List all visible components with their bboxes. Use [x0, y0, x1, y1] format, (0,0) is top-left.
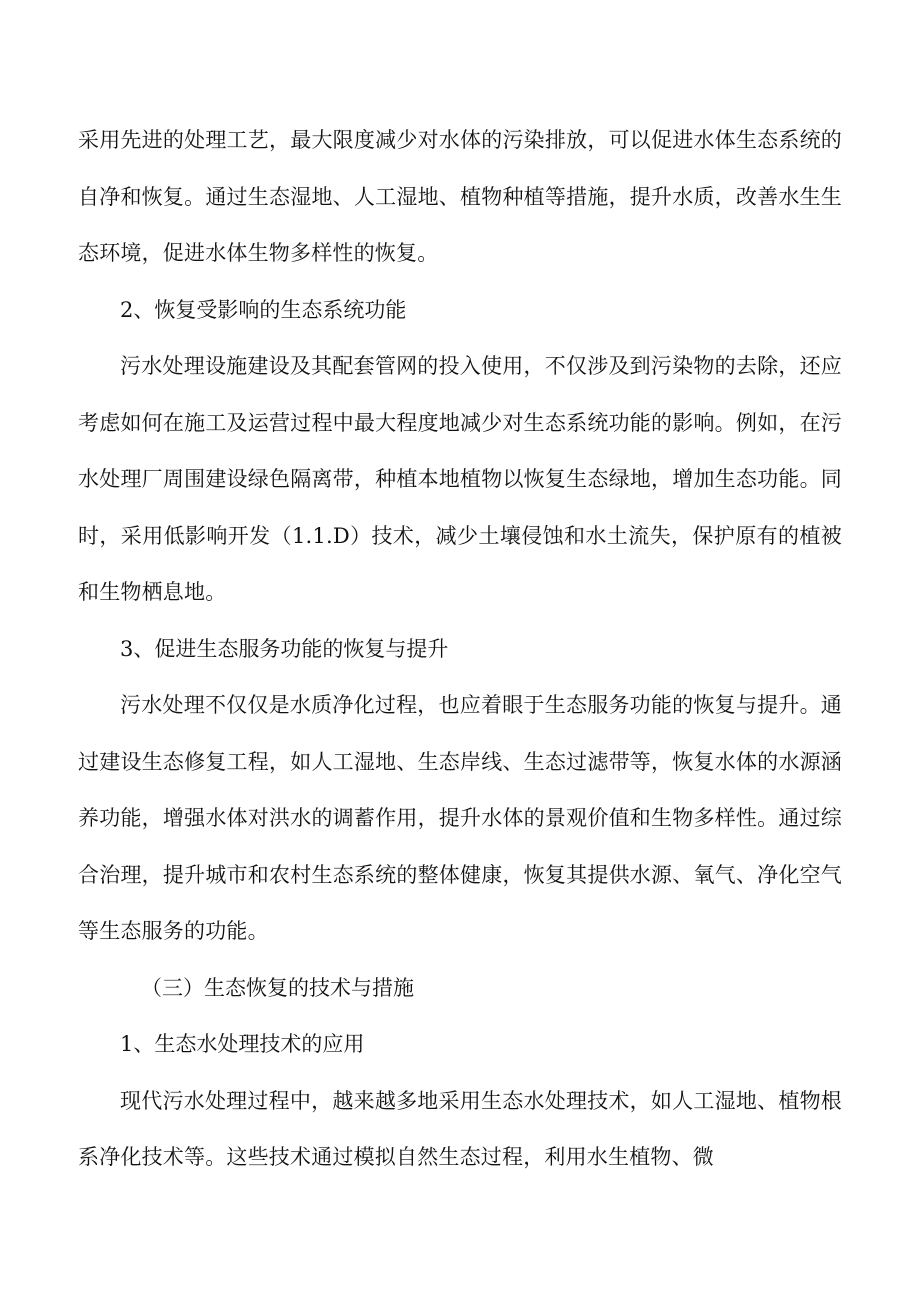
document-page: [78, 112, 842, 1186]
paragraph-eco-treatment: 现代污水处理过程中，越来越多地采用生态水处理技术，如人工湿地、植物根系净化技术等。这些技术通过模拟自然生态过程，利用水生植物、微: [78, 1088, 842, 1169]
chapter-heading-3: （三）生态恢复的技术与措施: [141, 975, 414, 1000]
paragraph-ecosystem-services: 污水处理不仅仅是水质净化过程，也应着眼于生态服务功能的恢复与提升。通过建设生态修复工程，如人工湿地、生态岸线、生态过滤带等，恢复水体的水源涵养功能，增强水体对洪水的调蓄作用，提升水体的景观价值和生物多样性。通过综合治理，提升城市和农村生态系统的整体健康，恢复其提供水源、氧气、净化空气等生态服务的功能。: [78, 693, 842, 943]
paragraph-continuation: 采用先进的处理工艺，最大限度减少对水体的污染排放，可以促进水体生态系统的自净和恢复。通过生态湿地、人工湿地、植物种植等措施，提升水质，改善水生生态环境，促进水体生物多样性的恢复。: [78, 128, 842, 265]
section-heading-3: 3、促进生态服务功能的恢复与提升: [120, 636, 449, 661]
paragraph-ecosystem-function: 污水处理设施建设及其配套管网的投入使用，不仅涉及到污染物的去除，还应考虑如何在施工及运营过程中最大程度地减少对生态系统功能的影响。例如，在污水处理厂周围建设绿色隔离带，种植本地植物以恢复生态绿地，增加生态功能。同时，采用低影响开发（1.1.D）技术，减少土壤侵蚀和水土流失，保护原有的植被和生物栖息地。: [78, 354, 842, 604]
section-heading-2: 2、恢复受影响的生态系统功能: [120, 297, 407, 322]
section-heading-1: 1、生态水处理技术的应用: [120, 1032, 365, 1056]
